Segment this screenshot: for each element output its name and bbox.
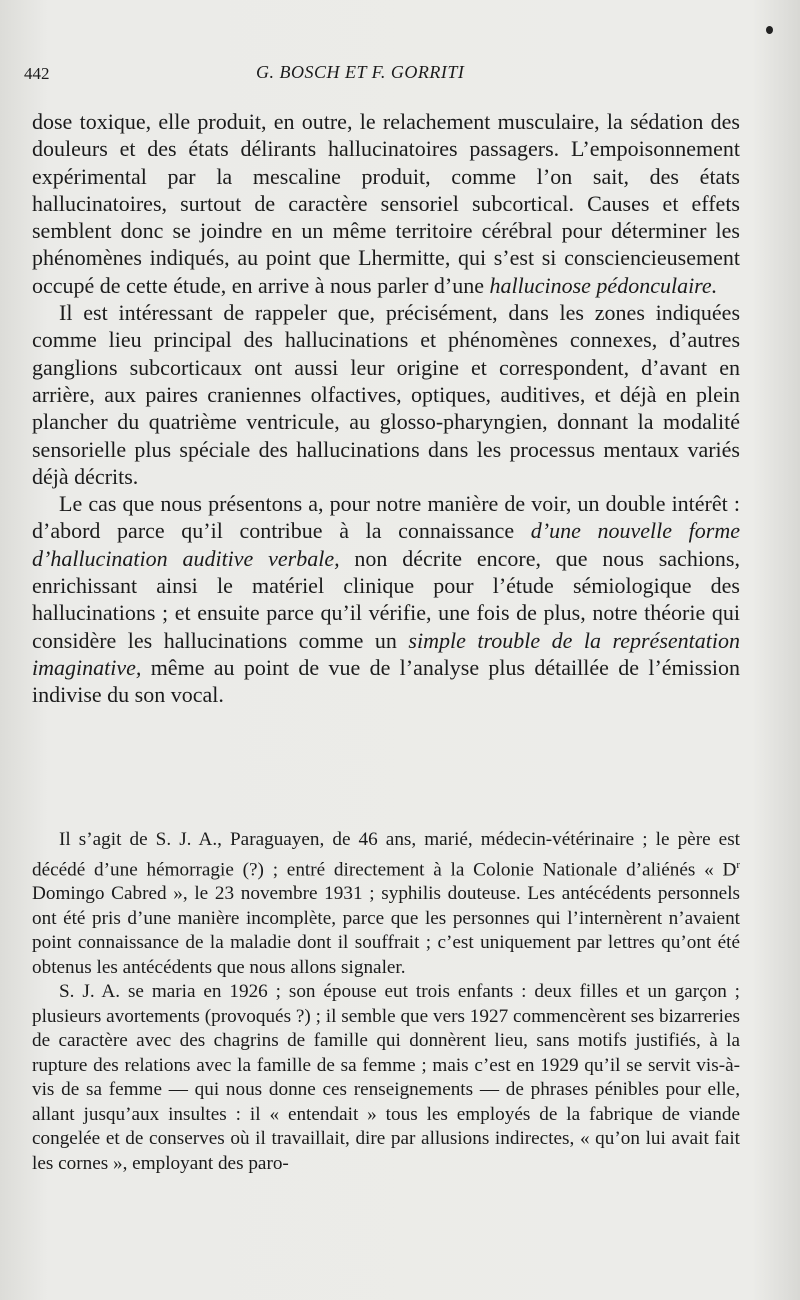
paragraph-4-text-b: Domingo Cabred », le 23 novembre 1931 ; syphilis douteuse. Les antécédents personnels ont été pris d’une manière incomplète, parce que les personnes qui l’internèrent n’avaient point connaissance de la maladie dont il souffrait ; c’est uniquement par lettres qu’ont été obtenus les antécédents que nous allons signaler. [32,883,740,978]
paragraph-5: S. J. A. se maria en 1926 ; son épouse eut trois enfants : deux filles et un garçon ; plusieurs avortements (provoqués ?) ; il semble que vers 1927 commencèrent ses bizarreries de caractère avec des chagrins de famille qui donnèrent lieu, sans motifs justifiés, à la rupture des relations avec la famille de sa femme ; mais c’est en 1929 qu’il se servit vis-à-vis de sa femme — qui nous donne ces renseignements — de phrases pénibles pour elle, allant jusqu’aux insultes : il « entendait » tous les employés de la fabrique de viande congelée et de conserves où il travaillait, dire par allusions indirectes, « qu’on lui avait fait les cornes », employant des paro- [32,981,740,1174]
case-text [32,828,740,1176]
paragraph-2: Il est intéressant de rappeler que, précisément, dans les zones indiquées comme lieu principal des hallucinations et phénomènes connexes, d’autres ganglions subcorticaux ont aussi leur origine et correspondent, d’avant en arrière, aux paires craniennes olfactives, optiques, auditives, et déjà en plein plancher du quatrième ventricule, au glosso-pharyngien, donnant la modalité sensorielle plus spéciale des hallucinations dans les processus mentaux variés déjà décrits. [32,300,740,489]
paragraph-4-text-a: Il s’agit de S. J. A., Paraguayen, de 46 ans, marié, médecin-vétérinaire ; le père est décédé d’une hémorragie (?) ; entré directement à la Colonie Nationale d’aliénés « D [32,829,740,880]
paragraph-3-text-c: même au point de vue de l’analyse plus détaillée de l’émission indivise du son vocal. [32,654,740,708]
page-header [24,64,740,88]
paragraph-4 [32,828,740,980]
paragraph-3-italic-b: simple trouble de la représentation imaginative, [32,627,740,680]
paragraph-3-text-a: Le cas que nous présentons a, pour notre manière de voir, un double intérêt : d’abord parce qu’il contribue à la connaissance [32,491,740,544]
paragraph-1 [32,108,740,299]
paragraph-3-italic-a: d’une nouvelle forme d’hallucination auditive verbale, [32,518,740,571]
page-number: 442 [24,64,50,83]
paragraph-1-italic: hallucinose pédonculaire. [489,272,718,298]
paragraph-3-text-b: non décrite encore, que nous sachions, enrichissant ainsi le matériel clinique pour l’étude sémiologique des hallucinations ; et ensuite parce qu’il vérifie, une fois de plus, notre théorie qui considère les hallucinations comme un [32,545,740,653]
paragraph-3 [32,490,740,708]
running-head: G. BOSCH ET F. GORRITI [256,62,465,82]
paragraph-1-text: dose toxique, elle produit, en outre, le relachement musculaire, la sédation des douleurs et des états délirants hallucinatoires passagers. L’empoisonnement expérimental par la mescaline produit, comme l’on sait, des états hallucinatoires, surtout de caractère sensoriel subcortical. Causes et effets semblent donc se joindre en un même territoire cérébral pour déterminer les phénomènes indiqués, au point que Lhermitte, qui s’est si consciencieusement occupé de cette étude, en arrive à nous parler d’une [32,109,740,298]
main-text [32,108,740,709]
paragraph-4-superscript: r [736,858,740,871]
ink-spot [766,26,773,34]
